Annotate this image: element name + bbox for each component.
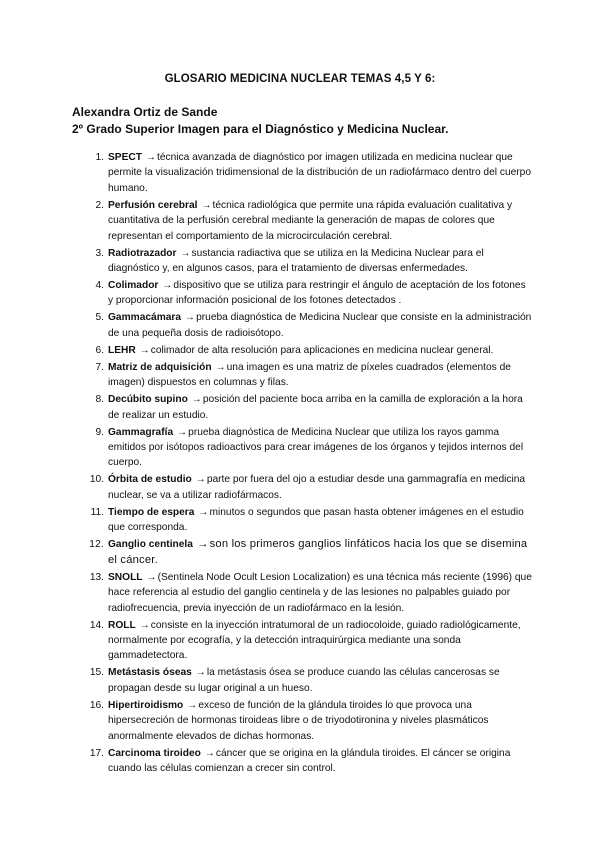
arrow-icon: → bbox=[197, 538, 209, 551]
glossary-item bbox=[72, 505, 532, 536]
item-number: 1. bbox=[95, 152, 104, 163]
glossary-term: Radiotrazador bbox=[108, 247, 177, 259]
glossary-definition: (Sentinela Node Ocult Lesion Localization) es una técnica más reciente (1996) que hace referencia al estudio del ganglio centinela y de las lesiones no palpables guiado por radiofrecuencia, previa inyección de un radiofármaco en la lesión. bbox=[108, 571, 532, 614]
glossary-item bbox=[72, 343, 532, 358]
arrow-icon: → bbox=[204, 747, 215, 759]
arrow-icon: → bbox=[162, 280, 173, 292]
arrow-icon: → bbox=[201, 199, 212, 211]
glossary-item bbox=[72, 537, 532, 568]
document-title: GLOSARIO MEDICINA NUCLEAR TEMAS 4,5 Y 6: bbox=[164, 73, 436, 85]
arrow-icon: → bbox=[198, 506, 209, 518]
glossary-term: Perfusión cerebral bbox=[108, 199, 198, 211]
arrow-icon: → bbox=[184, 312, 196, 324]
glossary-term: Carcinoma tiroideo bbox=[108, 747, 201, 759]
glossary-definition: posición del paciente boca arriba en la camilla de exploración a la hora de realizar un estudio. bbox=[108, 394, 523, 421]
arrow-icon: → bbox=[187, 699, 198, 711]
glossary-definition: técnica radiológica que permite una rápida evaluación cualitativa y cuantitativa de la perfusión cerebral mediante la generación de mapas de colores que representan el comportamiento de la microcirculación cerebral. bbox=[108, 199, 513, 242]
arrow-icon: → bbox=[146, 571, 157, 583]
glossary-term: Gammagrafía bbox=[108, 426, 174, 438]
glossary-definition: parte por fuera del ojo a estudiar desde una gammagrafía en medicina nuclear, se va a utilizar radiofármacos. bbox=[108, 474, 526, 501]
glossary-term: LEHR bbox=[108, 344, 136, 356]
glossary-item bbox=[72, 310, 532, 341]
glossary-item bbox=[72, 150, 532, 196]
glossary-definition: son los primeros ganglios linfáticos hacia los que se disemina el cáncer. bbox=[108, 538, 528, 566]
item-number: 3. bbox=[95, 247, 104, 259]
course-name: 2º Grado Superior Imagen para el Diagnóstico y Medicina Nuclear. bbox=[72, 122, 449, 136]
item-number: 2. bbox=[95, 199, 104, 211]
glossary-item bbox=[72, 618, 532, 664]
item-number: 10. bbox=[89, 474, 104, 486]
glossary-item bbox=[72, 570, 532, 616]
glossary-definition: cáncer que se origina en la glándula tiroides. El cáncer se origina cuando las células comienzan a crecer sin control. bbox=[108, 747, 511, 774]
item-number: 5. bbox=[95, 312, 104, 324]
glossary-definition: prueba diagnóstica de Medicina Nuclear que consiste en la administración de una pequeña dosis de radioisótopo. bbox=[108, 312, 532, 339]
glossary-definition: sustancia radiactiva que se utiliza en la Medicina Nuclear para el diagnóstico y, en algunos casos, para el tratamiento de diversas enfermedades. bbox=[108, 247, 484, 275]
glossary-definition: dispositivo que se utiliza para restringir el ángulo de aceptación de los fotones y proporcionar información posicional de los fotones detectados . bbox=[108, 280, 526, 307]
glossary-term: Gammacámara bbox=[108, 312, 182, 324]
glossary-term: Tiempo de espera bbox=[108, 506, 195, 518]
author-block bbox=[72, 104, 449, 138]
arrow-icon: → bbox=[180, 247, 191, 259]
glossary-term: Decúbito supino bbox=[108, 394, 188, 406]
glossary-term: Metástasis óseas bbox=[108, 667, 192, 679]
item-number: 7. bbox=[95, 361, 104, 373]
glossary-item bbox=[72, 472, 532, 503]
item-number: 9. bbox=[95, 426, 104, 438]
glossary-item bbox=[72, 392, 532, 423]
item-number: 13. bbox=[89, 571, 104, 583]
arrow-icon: → bbox=[139, 619, 150, 631]
glossary-definition: una imagen es una matriz de píxeles cuadrados (elementos de imagen) dispuestos en columnas y filas. bbox=[108, 361, 511, 389]
glossary-definition: prueba diagnóstica de Medicina Nuclear que utiliza los rayos gamma emitidos por isótopos radioactivos para crear imágenes de los órganos y tejidos internos del cuerpo. bbox=[108, 426, 524, 469]
glossary-term: Hipertiroidismo bbox=[108, 699, 184, 711]
author-name: Alexandra Ortiz de Sande bbox=[72, 105, 218, 119]
arrow-icon: → bbox=[195, 667, 206, 679]
glossary-term: Órbita de estudio bbox=[108, 474, 192, 486]
glossary-term: SNOLL bbox=[108, 571, 143, 583]
arrow-icon: → bbox=[195, 474, 206, 486]
glossary-definition: exceso de función de la glándula tiroides lo que provoca una hipersecreción de hormonas tiroideas libre o de triyodotironina y niveles plasmáticos anormalmente elevados de dichas hormonas. bbox=[108, 699, 489, 742]
glossary-item bbox=[72, 278, 532, 309]
glossary-item bbox=[72, 425, 532, 471]
glossary-term: Matriz de adquisición bbox=[108, 361, 212, 373]
glossary-term: ROLL bbox=[108, 619, 136, 631]
glossary-item bbox=[72, 746, 532, 777]
glossary-definition: consiste en la inyección intratumoral de un radiocoloide, guiado radiológicamente, normalmente por ecografía, y la detección intraquirúrgica mediante una sonda gammadetectora. bbox=[108, 619, 521, 662]
glossary-item bbox=[72, 198, 532, 244]
item-number: 6. bbox=[95, 344, 104, 356]
item-number: 14. bbox=[89, 619, 104, 631]
glossary-item bbox=[72, 665, 532, 696]
glossary-list bbox=[72, 150, 532, 778]
item-number: 8. bbox=[95, 394, 104, 406]
glossary-term: SPECT bbox=[108, 152, 142, 163]
item-number: 12. bbox=[89, 539, 104, 551]
glossary-definition: técnica avanzada de diagnóstico por imagen utilizada en medicina nuclear que permite la visualización tridimensional de la distribución de un radiofármaco dentro del cuerpo humano. bbox=[108, 152, 532, 194]
glossary-term: Colimador bbox=[108, 280, 159, 292]
item-number: 11. bbox=[90, 506, 104, 518]
item-number: 16. bbox=[89, 699, 104, 711]
glossary-definition: minutos o segundos que pasan hasta obtener imágenes en el estudio que corresponda. bbox=[108, 506, 524, 534]
item-number: 15. bbox=[89, 667, 104, 679]
glossary-item bbox=[72, 360, 532, 391]
glossary-definition: colimador de alta resolución para aplicaciones en medicina nuclear general. bbox=[150, 344, 494, 356]
glossary-item bbox=[72, 246, 532, 277]
arrow-icon: → bbox=[139, 344, 150, 356]
arrow-icon: → bbox=[176, 426, 188, 438]
glossary-item bbox=[72, 698, 532, 744]
glossary-definition: la metástasis ósea se produce cuando las células cancerosas se propagan desde su lugar original a un hueso. bbox=[108, 667, 500, 694]
arrow-icon: → bbox=[145, 152, 156, 163]
arrow-icon: → bbox=[215, 361, 226, 373]
item-number: 4. bbox=[95, 280, 104, 292]
item-number: 17. bbox=[89, 747, 104, 759]
arrow-icon: → bbox=[191, 394, 202, 406]
glossary-term: Ganglio centinela bbox=[108, 539, 193, 551]
